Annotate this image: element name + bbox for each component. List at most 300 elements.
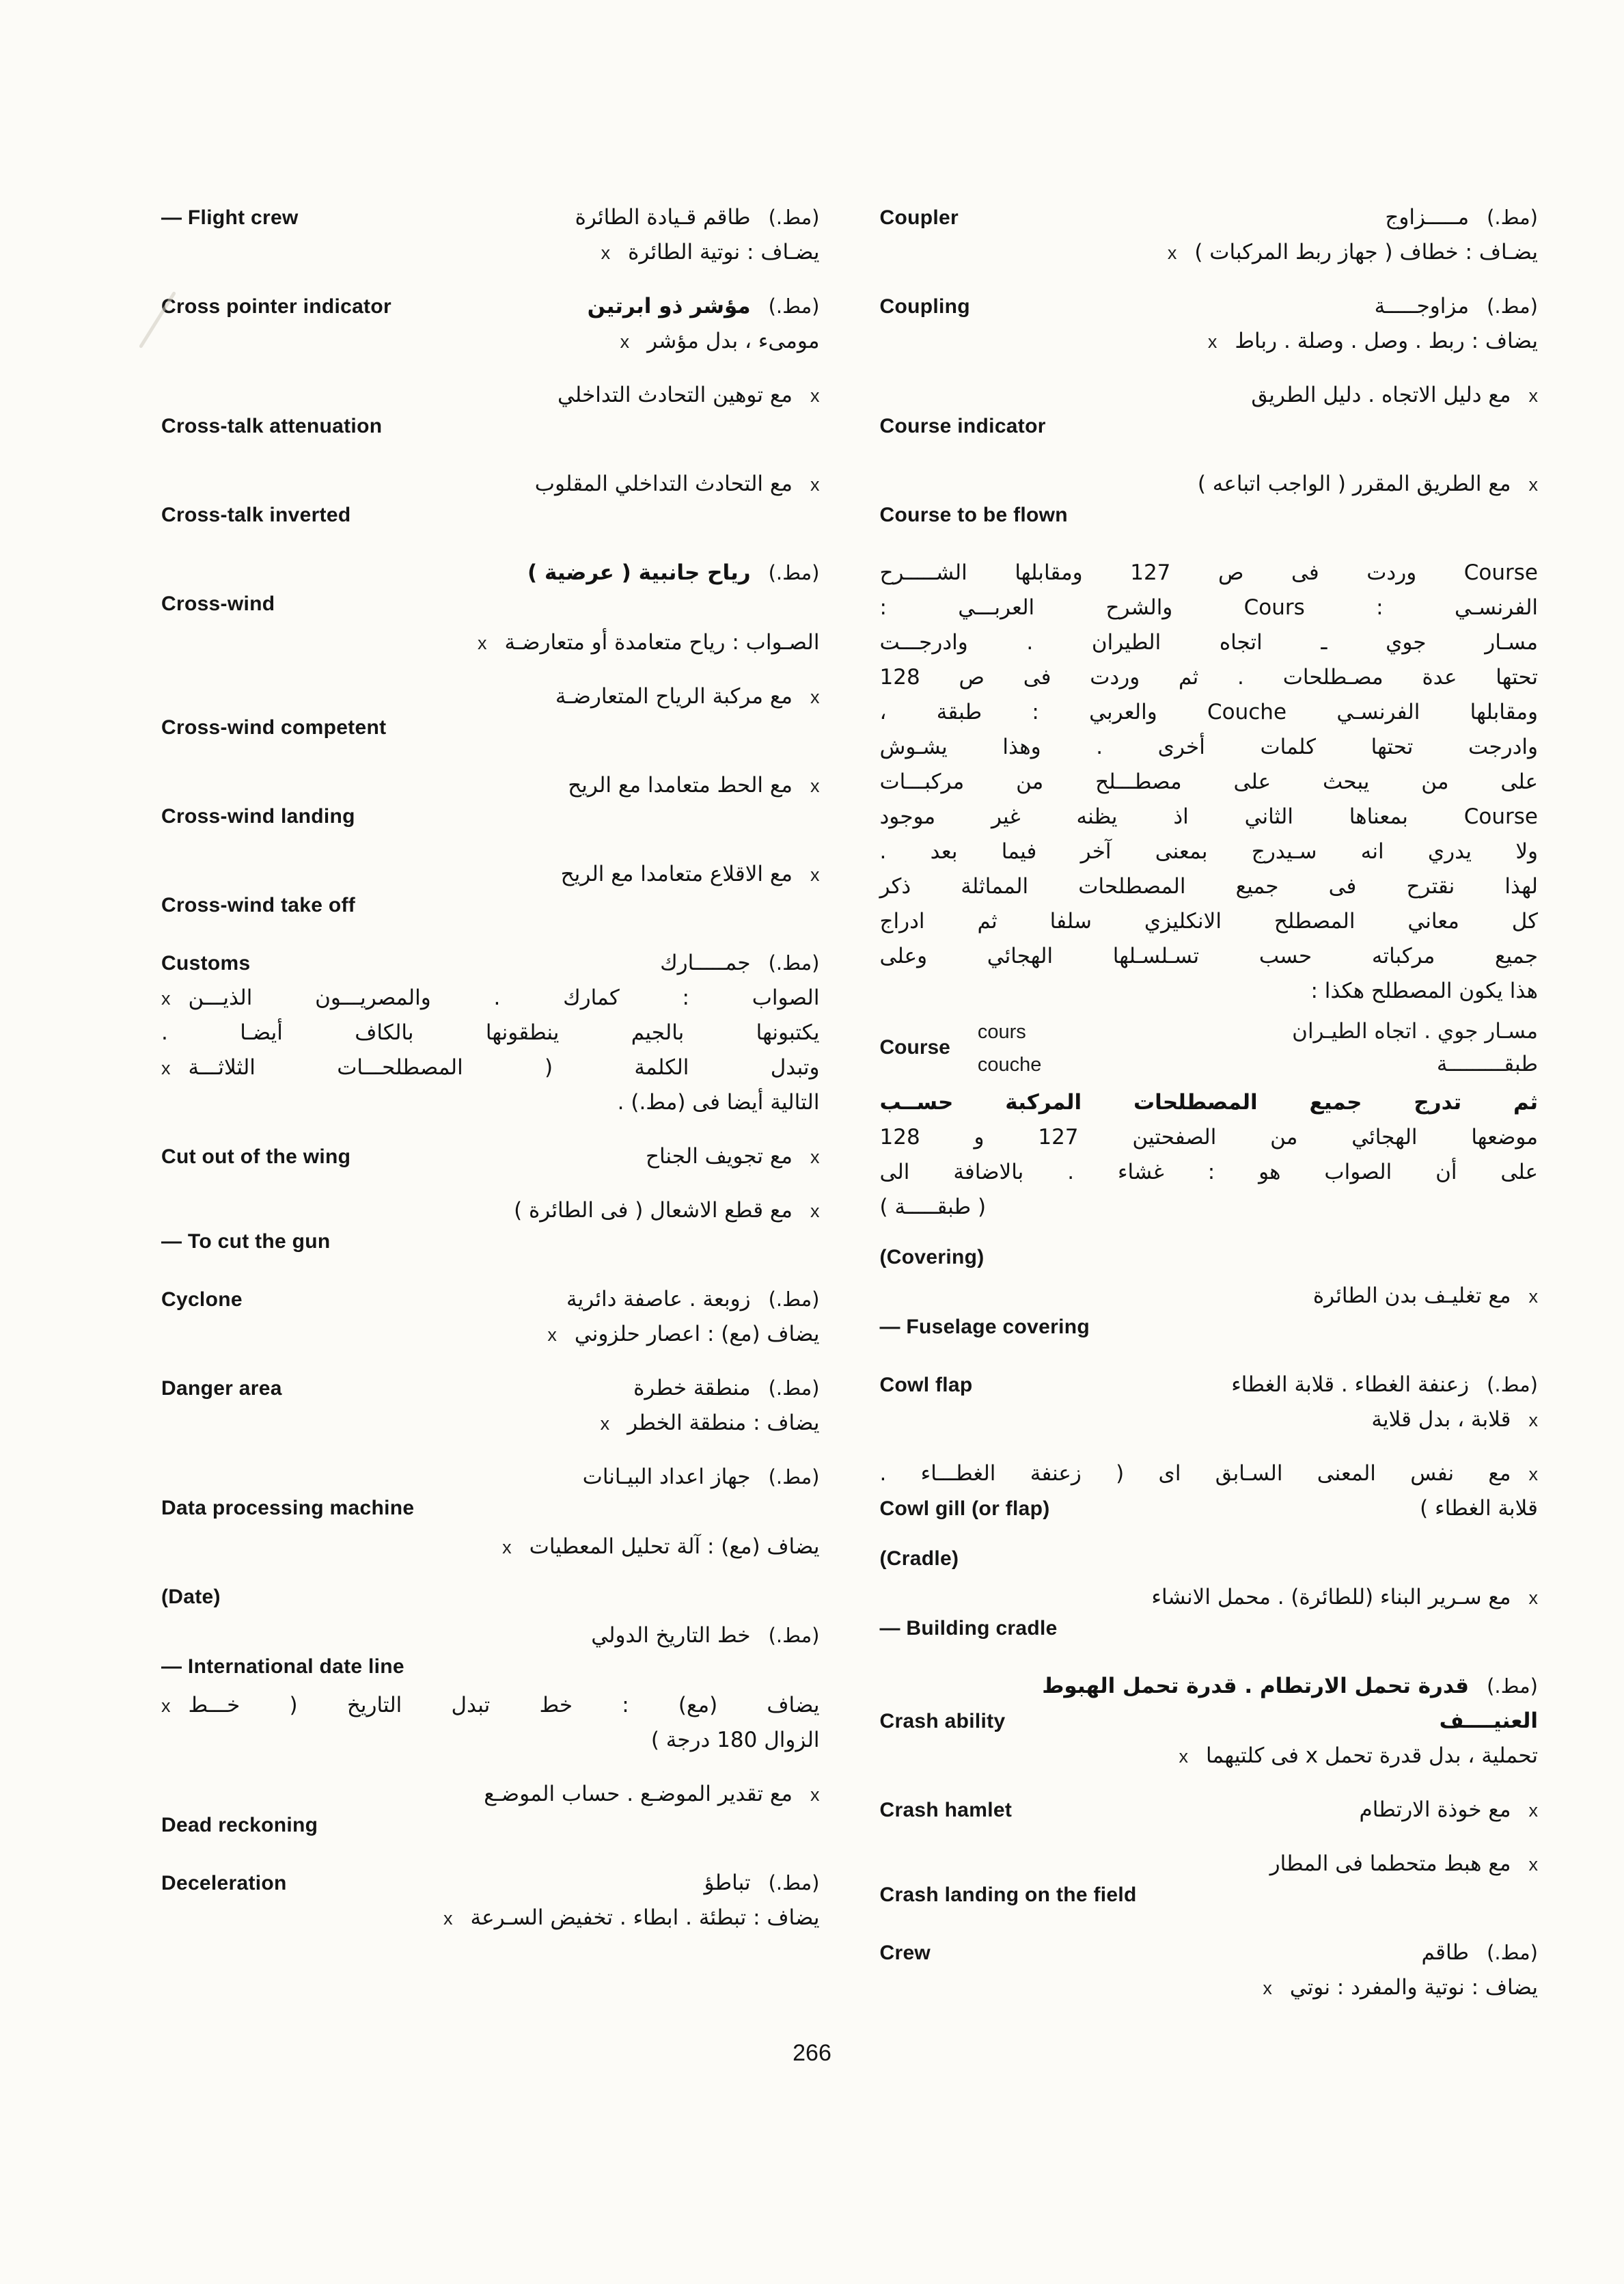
arabic-text: يضـاف : خطاف ( جهاز ربط المركبات ) xyxy=(1194,240,1538,264)
glossary-entry xyxy=(161,1586,820,1760)
english-term: — Fuselage covering xyxy=(879,1316,1090,1338)
arabic-group xyxy=(601,1408,820,1439)
glossary-entry xyxy=(161,1141,820,1176)
arabic-group xyxy=(880,802,1539,832)
entry-line xyxy=(161,859,820,894)
arabic-group xyxy=(1313,1281,1538,1311)
annotation-x-mark: x xyxy=(1167,243,1177,263)
arabic-text: يضاف (مع) : خط تبدل التاريخ ( خـــط xyxy=(188,1693,820,1717)
arabic-group xyxy=(880,837,1539,867)
glossary-entry xyxy=(880,1370,1539,1439)
arabic-text: منطقة خطرة xyxy=(633,1376,751,1400)
english-term: Cross-wind xyxy=(161,593,275,615)
glossary-entry xyxy=(880,1849,1539,1918)
arabic-group xyxy=(478,627,820,658)
entry-line xyxy=(161,1690,820,1725)
arabic-group xyxy=(880,1122,1539,1153)
arabic-group xyxy=(561,859,820,890)
entry-line xyxy=(880,802,1539,837)
entry-line xyxy=(161,1373,820,1408)
arabic-text: مع تجويف الجناح xyxy=(645,1144,793,1169)
arabic-group xyxy=(443,1903,819,1933)
english-term: Crew xyxy=(879,1942,931,1964)
arabic-group xyxy=(1375,291,1538,322)
entry-line xyxy=(161,1052,820,1087)
annotation-x-mark: x xyxy=(1263,1978,1272,1998)
entry-line xyxy=(161,558,820,593)
arabic-group xyxy=(1208,326,1538,357)
arabic-text: جمـــــارك xyxy=(660,951,751,975)
arabic-text: الفرنسـي : Cours والشرح العربـــي : xyxy=(879,595,1538,620)
arabic-text: مؤشر ذو ابرتين xyxy=(587,294,751,318)
annotation-x-mark: x xyxy=(1528,1588,1538,1608)
glossary-entry xyxy=(161,948,820,1122)
arabic-text: مع سـرير البناء (للطائرة) . محمل الانشاء xyxy=(1151,1585,1511,1609)
entry-line xyxy=(880,1370,1539,1404)
arabic-text: طاقم قـيادة الطائرة xyxy=(575,205,751,230)
entry-line xyxy=(880,1849,1539,1884)
entry-line xyxy=(880,1281,1539,1316)
arabic-text: مزاوجـــــة xyxy=(1374,294,1470,318)
dictionary-source-badge: (مط.) xyxy=(1487,1674,1538,1698)
english-term: Cyclone xyxy=(161,1288,243,1311)
entry-line xyxy=(880,662,1539,697)
english-term: (Cradle) xyxy=(879,1547,959,1570)
english-term: Crash landing on the field xyxy=(879,1884,1137,1906)
english-term: Cross-talk inverted xyxy=(161,504,351,526)
arabic-group xyxy=(880,593,1539,623)
arabic-group xyxy=(568,770,819,801)
arabic-group xyxy=(566,1284,819,1315)
dictionary-source-badge: (مط.) xyxy=(768,1465,820,1488)
annotation-x-mark: x xyxy=(810,865,820,885)
arabic-text: مع تقدير الموضـع . حساب الموضـع xyxy=(484,1782,793,1806)
entry-line xyxy=(880,1795,1539,1830)
annotation-x-mark: x xyxy=(600,1413,610,1434)
english-term: Danger area xyxy=(161,1377,282,1400)
course-example-latin: cours xyxy=(977,1021,1026,1043)
entry-line xyxy=(880,697,1539,732)
arabic-text: ولا يدري انه سـيدرج بمعنى آخر فيما بعد . xyxy=(879,839,1538,864)
english-term: Coupling xyxy=(879,295,970,318)
dictionary-source-badge: (مط.) xyxy=(768,1288,820,1311)
arabic-text: مع الطريق المقرر ( الواجب اتباعه ) xyxy=(1197,472,1511,496)
arabic-text: طاقم xyxy=(1421,1940,1470,1965)
arabic-group xyxy=(161,1690,820,1721)
entry-line xyxy=(161,770,820,805)
annotation-x-mark: x xyxy=(1528,474,1538,495)
arabic-text: يضاف : نوتية والمفرد : نوتي xyxy=(1289,1975,1538,2000)
entry-line xyxy=(161,627,820,662)
annotation-x-mark: x xyxy=(810,776,820,796)
arabic-group xyxy=(601,237,820,268)
dictionary-source-badge: (مط.) xyxy=(768,295,820,318)
arabic-text: الزوال 180 درجة ) xyxy=(650,1728,820,1752)
arabic-group xyxy=(514,1195,819,1226)
arabic-text: خط التاريخ الدولي xyxy=(591,1623,751,1648)
arabic-text: مع الحط متعامدا مع الريح xyxy=(568,773,793,798)
annotation-x-mark: x xyxy=(161,1058,171,1078)
glossary-entry xyxy=(880,1246,1539,1350)
arabic-group xyxy=(575,202,820,233)
entry-line xyxy=(880,1458,1539,1493)
english-term: — Building cradle xyxy=(879,1617,1058,1640)
arabic-text: الصـواب : رياح متعامدة أو متعارضـة xyxy=(504,630,820,655)
english-term: Dead reckoning xyxy=(161,1814,318,1836)
annotation-x-mark: x xyxy=(810,1201,820,1221)
arabic-text: مع خوذة الارتطام xyxy=(1359,1797,1511,1822)
english-term: — To cut the gun xyxy=(161,1230,331,1253)
glossary-entry xyxy=(161,291,820,361)
entry-line xyxy=(161,593,820,627)
arabic-group xyxy=(547,1319,819,1350)
english-term: Cross-talk attenuation xyxy=(161,415,383,437)
arabic-group xyxy=(1151,1582,1538,1613)
english-term: Cut out of the wing xyxy=(161,1145,351,1168)
entry-line xyxy=(880,504,1539,539)
entry-line xyxy=(161,716,820,751)
arabic-text: رياح جانبية ( عرضية ) xyxy=(527,560,751,585)
annotation-x-mark: x xyxy=(810,1784,820,1805)
english-term: Cross pointer indicator xyxy=(161,295,391,318)
dictionary-source-badge: (مط.) xyxy=(1487,295,1538,318)
glossary-entry xyxy=(880,558,1539,1227)
arabic-text: مومىء ، بدل مؤشر xyxy=(647,329,820,353)
annotation-x-mark: x xyxy=(1179,1746,1189,1767)
arabic-group xyxy=(1420,1493,1538,1524)
arabic-text: مع قطع الاشعال ( فى الطائرة ) xyxy=(514,1198,793,1223)
annotation-x-mark: x xyxy=(810,474,820,495)
arabic-text: كل معاني المصطلح الانكليزي سلفا ثم ادراج xyxy=(879,909,1538,934)
glossary-entry xyxy=(161,1195,820,1265)
arabic-text: Course وردت فى ص 127 ومقابلها الشـــــرح xyxy=(879,560,1538,585)
glossary-entry xyxy=(161,1284,820,1354)
entry-line xyxy=(161,1814,820,1849)
glossary-entry xyxy=(880,1795,1539,1830)
annotation-x-mark: x xyxy=(1528,385,1538,406)
arabic-group xyxy=(535,469,820,500)
entry-line xyxy=(880,1122,1539,1157)
arabic-group xyxy=(161,983,820,1014)
english-term: Course to be flown xyxy=(879,504,1068,526)
arabic-text: يضاف : تبطئة . ابطاء . تخفيض السـرعة xyxy=(470,1905,820,1930)
glossary-entry xyxy=(161,1462,820,1566)
entry-line xyxy=(880,1192,1539,1227)
entry-line xyxy=(880,1404,1539,1439)
entry-line xyxy=(161,1725,820,1760)
arabic-group xyxy=(1371,1404,1538,1435)
annotation-x-mark: x xyxy=(1528,1854,1538,1875)
course-example-arabic: طبقـــــــــة xyxy=(1436,1052,1538,1076)
arabic-text: مسـار جوي ـ اتجاه الطيران . وادرجـــت xyxy=(879,630,1538,655)
entry-line xyxy=(880,1582,1539,1617)
arabic-text: مع نفس المعنى السـابق اى ( زعنفة الغطـــاء . xyxy=(879,1461,1511,1486)
arabic-text: لهذا نقترح فى جميع المصطلحات المماثلة ذكر xyxy=(879,874,1538,899)
arabic-group xyxy=(660,948,819,979)
arabic-group xyxy=(880,1157,1539,1188)
arabic-group xyxy=(558,380,820,411)
annotation-x-mark: x xyxy=(1528,1800,1538,1821)
arabic-text: الصواب : كمارك . والمصريـــون الذيـــن xyxy=(188,985,820,1010)
arabic-text: يضاف : ربط . وصل . وصلة . رباط xyxy=(1235,329,1538,353)
arabic-group xyxy=(1042,1671,1538,1702)
annotation-x-mark: x xyxy=(502,1537,512,1558)
glossary-entry xyxy=(880,1547,1539,1652)
arabic-text: يضـاف : نوتية الطائرة xyxy=(628,240,820,264)
entry-line xyxy=(880,1884,1539,1918)
annotation-x-mark: x xyxy=(1207,331,1217,352)
arabic-text: مع دليل الاتجاه . دليل الطريق xyxy=(1251,383,1511,407)
entry-line xyxy=(161,415,820,450)
entry-line xyxy=(161,504,820,539)
annotation-x-mark: x xyxy=(161,988,171,1009)
arabic-group xyxy=(880,1458,1539,1489)
arabic-group xyxy=(1385,202,1538,233)
course-example-latin: couche xyxy=(977,1054,1042,1076)
glossary-entry xyxy=(161,1373,820,1443)
arabic-text: مع هبط متحطما فى المطار xyxy=(1269,1851,1511,1876)
entry-line xyxy=(880,1316,1539,1350)
arabic-group xyxy=(583,1462,820,1493)
entry-line xyxy=(161,1868,820,1903)
arabic-text: وادرجت تحتها كلمات أخرى . وهذا يشـوش xyxy=(879,735,1538,759)
glossary-entry xyxy=(161,681,820,751)
english-term: (Date) xyxy=(161,1586,221,1608)
dictionary-source-badge: (مط.) xyxy=(768,561,820,584)
annotation-x-mark: x xyxy=(810,1147,820,1167)
entry-line xyxy=(880,1938,1539,1972)
arabic-text: زوبعة . عاصفة دائرية xyxy=(566,1287,751,1311)
arabic-text: يضاف : منطقة الخطر xyxy=(627,1411,820,1435)
arabic-group xyxy=(1198,469,1538,500)
course-example-row xyxy=(978,1019,1538,1044)
annotation-x-mark: x xyxy=(443,1908,453,1929)
entry-line xyxy=(880,732,1539,767)
entry-line xyxy=(880,941,1539,976)
entry-line xyxy=(161,948,820,983)
arabic-group xyxy=(620,326,820,357)
glossary-entry xyxy=(161,380,820,450)
entry-line xyxy=(161,326,820,361)
entry-line xyxy=(161,805,820,840)
arabic-text: يضاف (مع) : آلة تحليل المعطيات xyxy=(529,1534,820,1559)
right-column xyxy=(880,202,1539,2026)
arabic-group xyxy=(880,732,1539,763)
english-term: Cross-wind landing xyxy=(161,805,355,828)
entry-line xyxy=(880,237,1539,272)
entry-line xyxy=(880,469,1539,504)
arabic-group xyxy=(618,1087,820,1118)
arabic-text: مع تغليـف بدن الطائرة xyxy=(1312,1283,1511,1308)
english-term: — Flight crew xyxy=(161,206,299,229)
annotation-x-mark: x xyxy=(810,385,820,406)
arabic-group xyxy=(1310,976,1538,1007)
arabic-group xyxy=(502,1532,819,1562)
glossary-entry xyxy=(880,380,1539,450)
arabic-group xyxy=(555,681,820,712)
entry-line xyxy=(161,1141,820,1176)
arabic-text: تباطؤ xyxy=(704,1871,751,1895)
arabic-text: مـــــزاوج xyxy=(1385,205,1470,230)
left-column xyxy=(161,202,820,1957)
english-term: Cowl flap xyxy=(879,1374,973,1396)
entry-line xyxy=(161,1779,820,1814)
entry-line xyxy=(880,415,1539,450)
entry-line xyxy=(161,1284,820,1319)
entry-line xyxy=(161,894,820,929)
entry-line xyxy=(161,983,820,1018)
dictionary-source-badge: (مط.) xyxy=(1487,1941,1538,1964)
english-term: Crash ability xyxy=(879,1710,1006,1732)
annotation-x-mark: x xyxy=(477,633,487,653)
arabic-group xyxy=(1360,1795,1539,1825)
arabic-group xyxy=(1440,1706,1538,1737)
arabic-group xyxy=(161,1052,820,1083)
arabic-group xyxy=(1168,237,1538,268)
glossary-entry xyxy=(161,202,820,272)
entry-line xyxy=(161,1497,820,1532)
english-term: Cowl gill (or flap) xyxy=(879,1497,1050,1520)
entry-line xyxy=(880,1493,1539,1528)
dictionary-source-badge: (مط.) xyxy=(768,1871,820,1894)
english-term: (Covering) xyxy=(879,1246,985,1268)
entry-line xyxy=(880,976,1539,1011)
arabic-text: تحتها عدة مصـطلحات . ثم وردت فى ص 128 xyxy=(879,665,1538,690)
english-term: Customs xyxy=(161,952,251,975)
english-term: — International date line xyxy=(161,1655,404,1678)
arabic-group xyxy=(880,767,1539,798)
annotation-x-mark: x xyxy=(810,687,820,707)
arabic-group xyxy=(1179,1741,1538,1771)
course-example-row xyxy=(978,1052,1538,1076)
glossary-entry xyxy=(161,1868,820,1938)
arabic-text: مع الاقلاع متعامدا مع الريح xyxy=(560,862,793,886)
entry-line xyxy=(161,380,820,415)
course-example-arabic: مسـار جوي . اتجاه الطيـران xyxy=(1292,1019,1538,1044)
arabic-group xyxy=(880,627,1539,658)
entry-line xyxy=(161,1462,820,1497)
arabic-text: وتبدل الكلمة ( المصطلحـــات الثلاثـــة xyxy=(188,1055,820,1080)
entry-line xyxy=(880,291,1539,326)
dictionary-source-badge: (مط.) xyxy=(768,951,820,975)
english-term: Course indicator xyxy=(879,415,1046,437)
dictionary-source-badge: (مط.) xyxy=(1487,1373,1538,1396)
glossary-entry xyxy=(880,202,1539,272)
english-term: Cross-wind take off xyxy=(161,894,356,916)
annotation-x-mark: x xyxy=(161,1696,171,1716)
arabic-group xyxy=(591,1620,819,1651)
entry-line xyxy=(161,469,820,504)
entry-line xyxy=(161,1195,820,1230)
entry-line xyxy=(161,202,820,237)
glossary-entry xyxy=(161,770,820,840)
dictionary-source-badge: (مط.) xyxy=(768,206,820,229)
arabic-group xyxy=(1251,380,1538,411)
arabic-text: التالية أيضا فى (مط.) . xyxy=(617,1090,820,1115)
entry-line xyxy=(161,1620,820,1655)
entry-line xyxy=(161,1087,820,1122)
arabic-text: العنيــــف xyxy=(1439,1709,1538,1733)
entry-line xyxy=(161,1655,820,1690)
arabic-text: زعنفة الغطاء . قلابة الغطاء xyxy=(1231,1372,1470,1397)
arabic-group xyxy=(880,941,1539,972)
entry-line xyxy=(880,1157,1539,1192)
glossary-entry xyxy=(880,1671,1539,1776)
annotation-x-mark: x xyxy=(547,1324,557,1345)
entry-line xyxy=(161,1319,820,1354)
course-example xyxy=(880,1019,1539,1076)
annotation-x-mark: x xyxy=(1528,1410,1538,1430)
entry-line xyxy=(880,1547,1539,1582)
entry-line xyxy=(161,237,820,272)
arabic-text: ثم تدرج جميع المصطلحات المركبة حســب xyxy=(879,1090,1538,1115)
arabic-text: تحملية ، بدل قدرة تحمل x فى كلتيهما xyxy=(1206,1743,1538,1768)
entry-line xyxy=(880,326,1539,361)
entry-line xyxy=(880,380,1539,415)
arabic-text: جهاز اعداد البيـانات xyxy=(582,1465,751,1489)
arabic-text: مع مركبة الرياح المتعارضـة xyxy=(555,684,793,709)
glossary-entry xyxy=(880,1458,1539,1528)
course-example-rows xyxy=(978,1019,1538,1076)
entry-line xyxy=(880,1246,1539,1281)
english-term: Cross-wind competent xyxy=(161,716,387,739)
entry-line xyxy=(880,202,1539,237)
arabic-text: موضعها الهجائي من الصفحتين 127 و 128 xyxy=(879,1125,1538,1150)
glossary-entry xyxy=(880,1938,1539,2007)
entry-line xyxy=(161,291,820,326)
arabic-text: مع توهين التحادث التداخلي xyxy=(557,383,793,407)
arabic-group xyxy=(651,1725,820,1756)
arabic-group xyxy=(527,558,820,588)
arabic-text: قدرة تحمل الارتطام . قدرة تحمل الهبوط xyxy=(1042,1674,1470,1698)
entry-line xyxy=(161,1230,820,1265)
entry-line xyxy=(880,871,1539,906)
arabic-group xyxy=(880,558,1539,588)
english-term: Coupler xyxy=(879,206,959,229)
annotation-x-mark: x xyxy=(620,331,630,352)
dictionary-source-badge: (مط.) xyxy=(768,1376,820,1400)
arabic-group xyxy=(161,1018,820,1048)
english-term: Data processing machine xyxy=(161,1497,415,1519)
arabic-group xyxy=(1231,1370,1538,1400)
arabic-text: ( طبقـــــة ) xyxy=(879,1195,987,1219)
annotation-x-mark: x xyxy=(601,243,611,263)
arabic-group xyxy=(1270,1849,1538,1879)
entry-line xyxy=(880,1617,1539,1652)
entry-line xyxy=(880,1741,1539,1776)
arabic-group xyxy=(880,1192,987,1223)
entry-line xyxy=(880,1087,1539,1122)
arabic-group xyxy=(880,1087,1539,1118)
arabic-text: يكتبونها بالجيم ينطقونها بالكاف أيضـا . xyxy=(161,1020,820,1045)
dictionary-source-badge: (مط.) xyxy=(1487,206,1538,229)
arabic-group xyxy=(704,1868,819,1899)
arabic-group xyxy=(880,906,1539,937)
arabic-group xyxy=(646,1141,820,1172)
entry-line xyxy=(880,1706,1539,1741)
page-number: 266 xyxy=(793,2040,831,2066)
dictionary-source-badge: (مط.) xyxy=(768,1624,820,1647)
english-term: Crash hamlet xyxy=(879,1799,1013,1821)
entry-line xyxy=(161,1586,820,1620)
arabic-group xyxy=(1422,1938,1539,1968)
arabic-text: على أن الصواب هو : غشاء . بالاضافة الى xyxy=(879,1160,1538,1184)
entry-line xyxy=(880,593,1539,627)
entry-line xyxy=(880,767,1539,802)
arabic-text: Course بمعناها الثاني اذ يظنه غير موجود xyxy=(879,804,1538,829)
arabic-text: على من يبحث على مصطـــلح من مركبـــات xyxy=(879,770,1538,794)
entry-line xyxy=(161,1018,820,1052)
